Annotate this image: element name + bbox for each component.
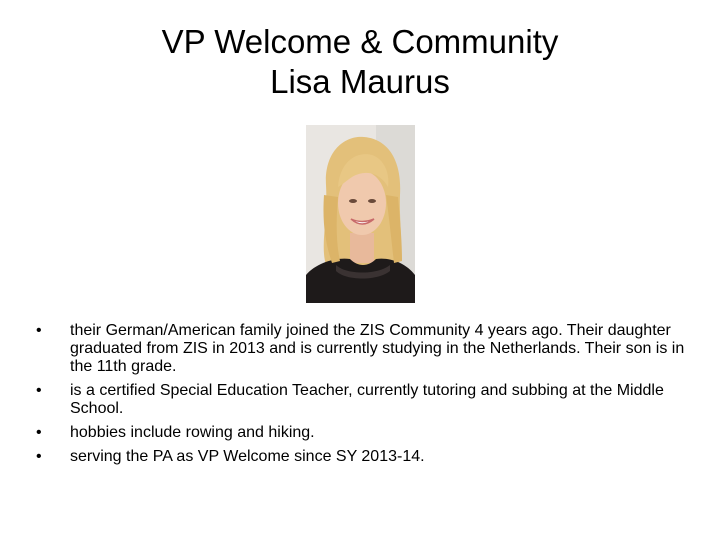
slide-title <box>60 22 660 102</box>
bullet-dot: • <box>36 382 42 399</box>
bullet-dot: • <box>36 424 42 441</box>
bullet-dot: • <box>36 448 42 465</box>
portrait-photo <box>306 125 415 303</box>
title-line-1: VP Welcome & Community <box>161 23 559 60</box>
bullet-text: hobbies include rowing and hiking. <box>70 424 315 441</box>
bullet-list <box>36 322 686 472</box>
title-line-2: Lisa Maurus <box>270 63 450 100</box>
bullet-dot: • <box>36 322 42 339</box>
bullet-text: is a certified Special Education Teacher, currently tutoring and subbing at the Middle School. <box>70 382 664 417</box>
portrait-image <box>306 125 415 303</box>
bullet-text: their German/American family joined the ZIS Community 4 years ago. Their daughter graduated from ZIS in 2013 and is currently studying in the Netherlands. Their son is in the 11th grade. <box>70 322 685 375</box>
bullet-text: serving the PA as VP Welcome since SY 2013-14. <box>70 448 425 465</box>
bullet-item <box>36 448 686 466</box>
bullet-item <box>36 424 686 442</box>
bullet-item <box>36 322 686 376</box>
bullet-item <box>36 382 686 418</box>
